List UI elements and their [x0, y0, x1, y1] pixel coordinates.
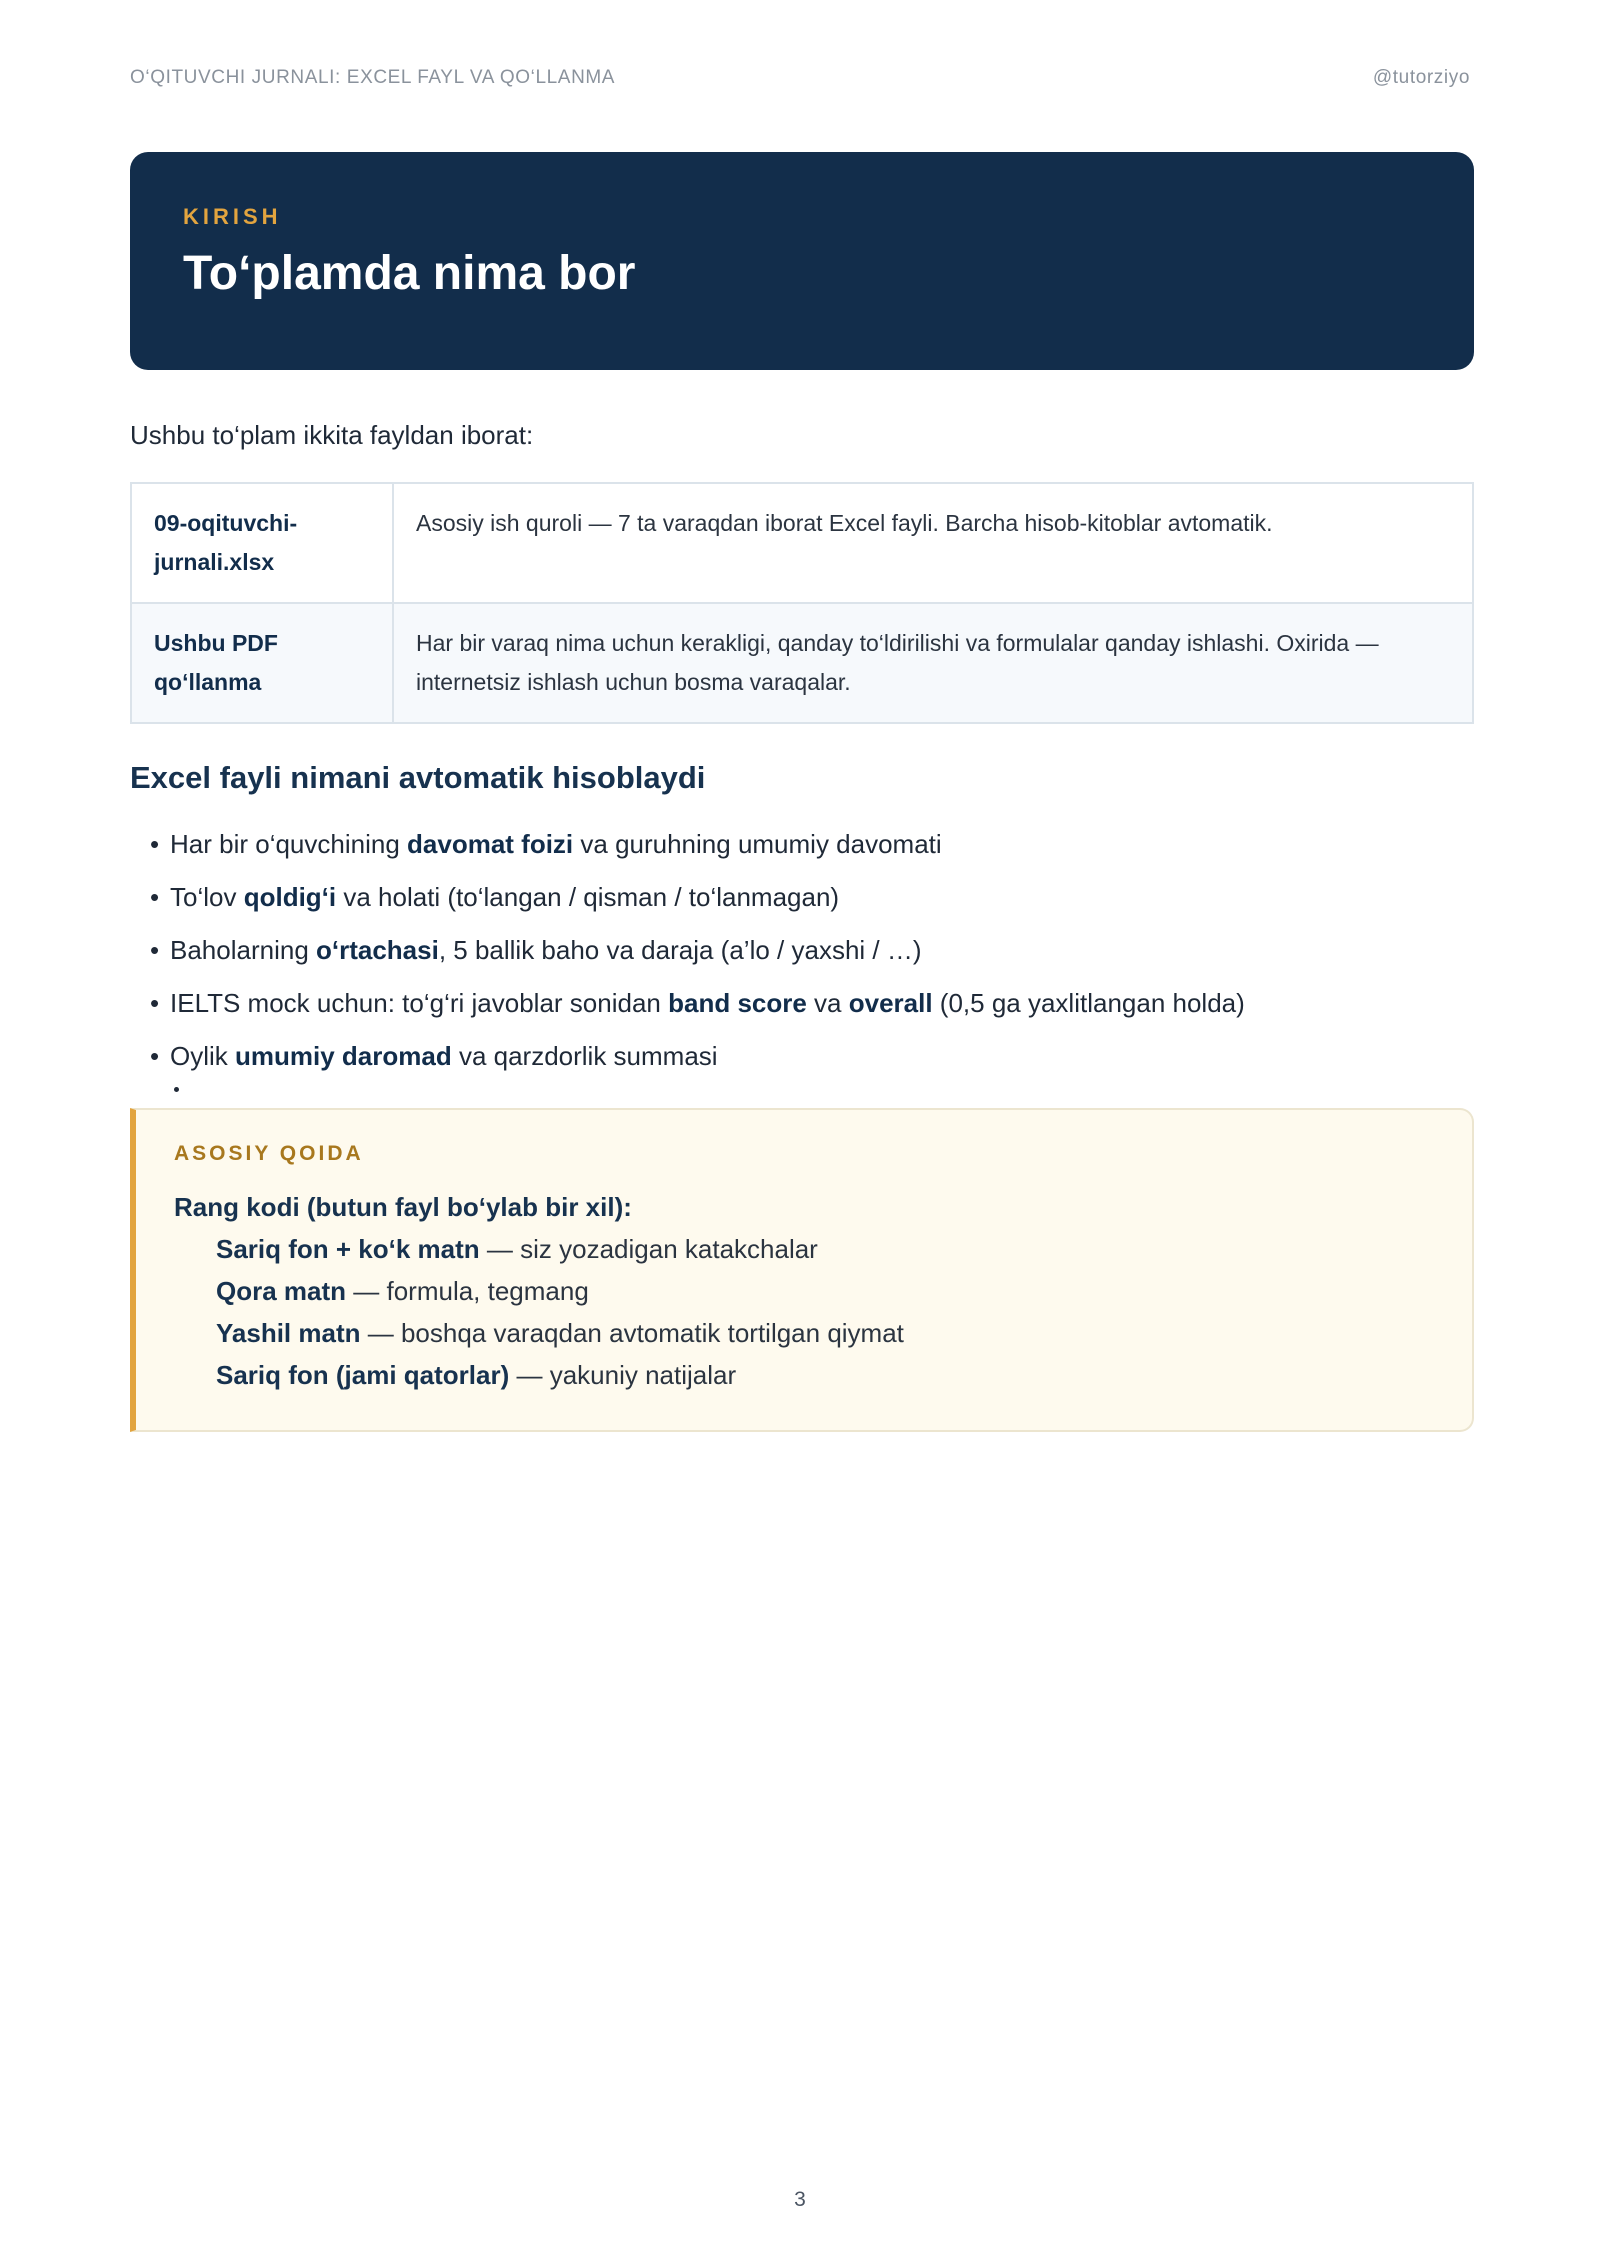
legend-line [174, 1354, 1432, 1396]
table-row [131, 603, 1473, 723]
running-header [130, 66, 1470, 90]
legend-line [174, 1228, 1432, 1270]
file-description: Asosiy ish quroli — 7 ta varaqdan iborat Excel fayli. Barcha hisob-kitoblar avtomatik. [393, 483, 1473, 603]
legend-desc: — boshqa varaqdan avtomatik tortilgan qiymat [360, 1318, 904, 1348]
page-number: 3 [794, 2188, 806, 2211]
legend-term: Sariq fon + ko‘k matn [216, 1234, 480, 1264]
item-emphasis: umumiy daromad [235, 1041, 452, 1071]
item-text: va qarzdorlik summasi [451, 1041, 718, 1071]
section-heading: Excel fayli nimani avtomatik hisoblaydi [130, 760, 706, 795]
list-item [150, 1030, 1245, 1083]
files-table [130, 482, 1474, 724]
bullet-icon: • [150, 882, 160, 912]
item-emphasis: qoldig‘i [243, 882, 337, 912]
item-text: Har bir o‘quvchining [170, 829, 408, 859]
feature-list [150, 818, 1245, 1083]
item-text: To‘lov [170, 882, 244, 912]
item-emphasis: overall [848, 988, 933, 1018]
table-row [131, 483, 1473, 603]
legend-term: Sariq fon (jami qatorlar) [216, 1360, 510, 1390]
section-banner [130, 152, 1474, 370]
bullet-icon: • [150, 829, 160, 859]
list-item [150, 818, 1245, 871]
file-name: 09-oqituvchi-jurnali.xlsx [131, 483, 393, 603]
item-text: Baholarning [170, 935, 316, 965]
legend-line [174, 1312, 1432, 1354]
item-text: IELTS mock uchun: to‘g‘ri javoblar sonidan [170, 988, 669, 1018]
bullet-icon: • [150, 1041, 160, 1071]
item-text: Oylik [170, 1041, 235, 1071]
key-rule-callout [130, 1108, 1474, 1432]
item-text: (0,5 ga yaxlitlangan holda) [932, 988, 1245, 1018]
stray-mark-dot [174, 1087, 179, 1092]
item-text: va [806, 988, 849, 1018]
list-item [150, 871, 1245, 924]
file-name: Ushbu PDF qo‘llanma [131, 603, 393, 723]
list-item [150, 924, 1245, 977]
legend-term: Qora matn [216, 1276, 347, 1306]
section-eyebrow: KIRISH [183, 204, 282, 229]
item-emphasis: band score [668, 988, 807, 1018]
item-text: , 5 ballik baho va daraja (a’lo / yaxshi / …) [438, 935, 922, 965]
legend-desc: — formula, tegmang [346, 1276, 589, 1306]
legend-desc: — yakuniy natijalar [509, 1360, 737, 1390]
item-emphasis: davomat foizi [407, 829, 574, 859]
section-title: To‘plamda nima bor [183, 247, 636, 300]
legend-desc: — siz yozadigan katakchalar [479, 1234, 818, 1264]
bullet-icon: • [150, 988, 160, 1018]
legend-line [174, 1270, 1432, 1312]
intro-text: Ushbu to‘plam ikkita fayldan iborat: [130, 420, 534, 450]
item-emphasis: o‘rtachasi [316, 935, 439, 965]
callout-heading: Rang kodi (butun fayl bo‘ylab bir xil): [174, 1192, 632, 1222]
item-text: va holati (to‘langan / qisman / to‘lanmagan) [336, 882, 840, 912]
callout-label: ASOSIY QOIDA [174, 1142, 364, 1165]
author-handle: @tutorziyo [1372, 67, 1470, 88]
document-title: O‘QITUVCHI JURNALI: EXCEL FAYL VA QO‘LLANMA [130, 67, 616, 88]
item-text: va guruhning umumiy davomati [573, 829, 942, 859]
list-item [150, 977, 1245, 1030]
legend-term: Yashil matn [216, 1318, 361, 1348]
bullet-icon: • [150, 935, 160, 965]
file-description: Har bir varaq nima uchun kerakligi, qanday to‘ldirilishi va formulalar qanday ishlashi. Oxirida — internetsiz ishlash uchun bosma varaqalar. [393, 603, 1473, 723]
